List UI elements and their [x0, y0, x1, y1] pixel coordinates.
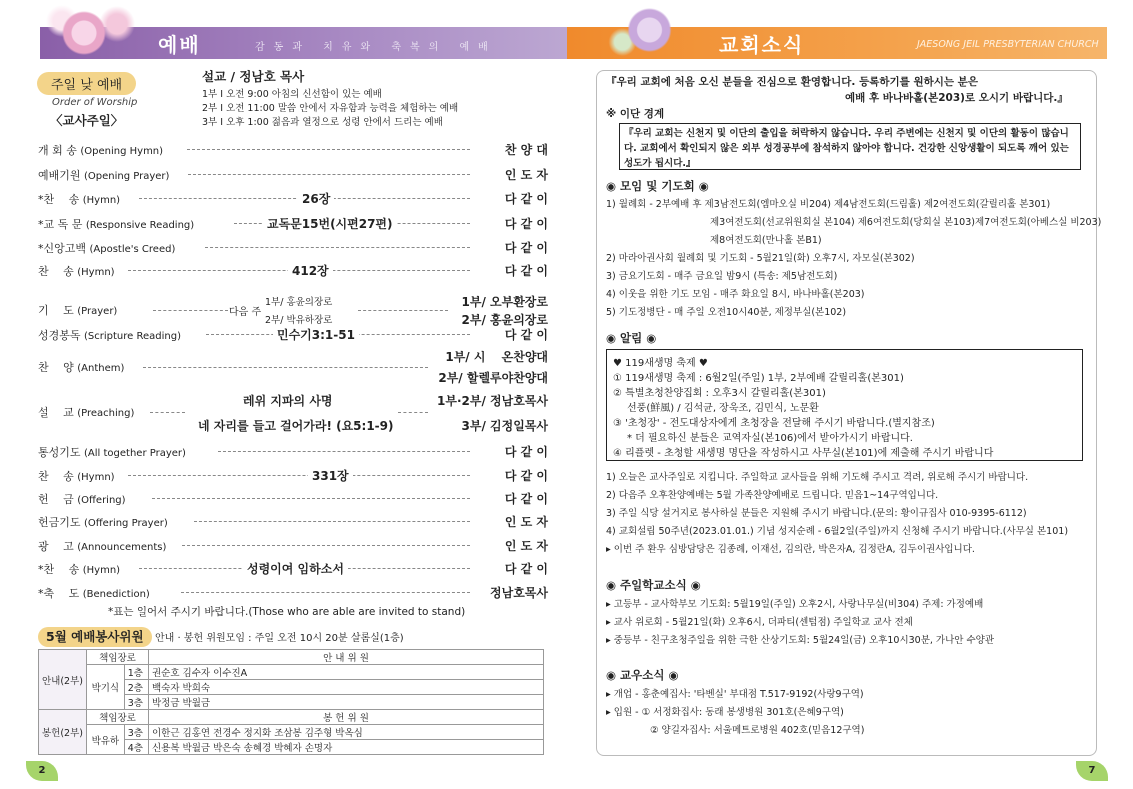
row-leader: 인 도 자 [504, 168, 548, 182]
list-item: 1) 월례회 - 2부예배 후 제3남전도회(엠마오실 비204) 제4남전도회(드림홀) 제2여전도회(갈릴리홀 본301) [606, 199, 1051, 210]
row-leader: 다 같 이 [504, 562, 548, 576]
section-title: 교회소식 [719, 33, 805, 57]
section-meetings: ◉ 모임 및 기도회 ◉ [606, 179, 709, 193]
list-item: ▸ 교사 위로회 - 5월21일(화) 오후6시, 더파티(센텀점) 주일학교 교사 전체 [606, 617, 913, 628]
warning-text: 『우리 교회는 신천지 및 이단의 출입을 허락하지 않습니다. 우리 주변에는 신천지 및 이단의 활동이 많습니다. 교회에서 확인되지 않은 외부 성경공부에 참석하지 않아야 합니다. 건강한 신앙생활이 되도록 깨어 있는 성도가 됩시다.』 [624, 128, 1069, 169]
row-value: 331장 [308, 467, 353, 484]
volunteers-table [38, 649, 544, 755]
row-label: *찬 송 (Hymn) [38, 563, 121, 576]
next-week-label: 다음 주 [229, 307, 262, 318]
church-name: JAESONG JEIL PRESBYTERIAN CHURCH [917, 39, 1099, 50]
order-row [38, 239, 548, 257]
anthem-row [38, 348, 548, 384]
floor-cell: 3층 [124, 725, 148, 740]
anthem-2: 2부/ 할렐루야찬양대 [438, 371, 548, 385]
row-leader: 다 같 이 [504, 264, 548, 278]
row-label: 성경봉독 (Scripture Reading) [38, 329, 181, 342]
order-row [38, 560, 548, 578]
order-row [38, 490, 548, 508]
row-label: 예배기원 (Opening Prayer) [38, 169, 170, 182]
order-row [38, 443, 548, 461]
anthem-1: 1부/ 시 온찬양대 [445, 350, 548, 364]
group-cell: 안내(2부) [39, 650, 87, 710]
next-prayer-2: 2부/ 박유하장로 [265, 315, 333, 326]
row-leader: 다 같 이 [504, 217, 548, 231]
day-name: 〈교사주일〉 [50, 113, 124, 128]
list-item: 4) 교회설립 50주년(2023.01.01.) 기념 성지순례 - 6월2일(주일)까지 신청해 주시기 바랍니다.(사무실 본101) [606, 526, 1069, 537]
list-item: 4) 이웃을 위한 기도 모임 - 매주 화요일 8시, 바나바홀(본203) [606, 289, 865, 300]
row-label: *찬 송 (Hymn) [38, 193, 121, 206]
row-label: 찬 양 (Anthem) [38, 361, 125, 374]
row-label: 찬 송 (Hymn) [38, 470, 115, 483]
list-item: ▸ 중등부 - 친구초청주일을 위한 극한 산상기도회: 5월24일(금) 오후10시30분, 가나안 수양관 [606, 635, 995, 646]
row-value: 412장 [288, 262, 333, 279]
elder-cell: 박유하 [87, 725, 125, 755]
row-leader: 다 같 이 [504, 445, 548, 459]
order-row [38, 584, 548, 602]
list-item: 제8여전도회(만나홀 본B1) [710, 235, 822, 246]
row-value: 성령이여 임하소서 [243, 560, 348, 577]
leader-line [205, 247, 470, 248]
list-item: ▸ 이번 주 환우 심방담당은 김종례, 이재선, 김의란, 박은자A, 김정란A, 김두이권사입니다. [606, 544, 975, 555]
leader-line [143, 367, 428, 368]
sermon-title-1: 레위 지파의 사명 [243, 394, 333, 408]
order-row [38, 537, 548, 555]
order-row [38, 326, 548, 344]
row-value: 민수기3:1-51 [273, 326, 359, 343]
row-label: 설 교 (Preaching) [38, 406, 135, 419]
service-line: 3부 Ι 오후 1:00 젊음과 열정으로 성령 안에서 드리는 예배 [202, 117, 443, 128]
row-value: 26장 [298, 190, 334, 207]
welcome-line-2: 예배 후 바나바홀(본203)로 오시기 바랍니다.』 [845, 92, 1068, 104]
flower-decoration-icon [40, 0, 150, 60]
section-notice: ◉ 알림 ◉ [606, 331, 657, 345]
row-label: *축 도 (Benediction) [38, 587, 150, 600]
list-item: ▸ 고등부 - 교사학부모 기도회: 5월19일(주일) 오후2시, 사랑나무실(비304) 주제: 가정예배 [606, 599, 984, 610]
row-label: 찬 송 (Hymn) [38, 265, 115, 278]
leader-line [398, 412, 428, 413]
preacher-2: 3부/ 김정일목사 [461, 419, 548, 433]
floor-cell: 1층 [124, 665, 148, 680]
row-label: 개 회 송 (Opening Hymn) [38, 144, 164, 157]
leader-line [150, 412, 185, 413]
preacher: 설교 / 정남호 목사 [202, 69, 305, 84]
section-members: ◉ 교우소식 ◉ [606, 668, 679, 682]
list-item: 제3여전도회(선교위원회실 본104) 제6여전도회(당회실 본103)제7여전도회(아베스실 비203) [710, 217, 1102, 228]
names-cell: 이한근 김홍연 전경수 정지화 조삼봉 김주형 박옥심 [149, 725, 544, 740]
notice-line: ④ 리플렛 - 초청할 새생명 명단을 작성하시고 사무실(본101)에 제출해 주시기 바랍니다 [613, 448, 994, 459]
names-cell: 권순호 김수자 이수진A [149, 665, 544, 680]
offer-head: 봉 헌 위 원 [149, 710, 544, 725]
notice-line: ♥ 119새생명 축제 ♥ [613, 358, 708, 369]
leader-line [188, 174, 470, 175]
row-leader: 다 같 이 [504, 241, 548, 255]
section-title: 예배 [158, 33, 201, 57]
leader-line [181, 592, 470, 593]
page-number-right: 7 [1076, 761, 1108, 781]
sermon-title-2: 네 자리를 들고 걸어가라! (요5:1-9) [198, 419, 394, 433]
list-item: 5) 기도정병단 - 매 주일 오전10시40분, 제정부실(본102) [606, 307, 847, 318]
floor-cell: 4층 [124, 740, 148, 755]
row-label: *신앙고백 (Apostle's Creed) [38, 242, 176, 255]
row-label: 헌 금 (Offering) [38, 493, 126, 506]
service-line: 2부 Ι 오전 11:00 말씀 안에서 자유함과 능력을 체험하는 예배 [202, 103, 459, 114]
row-leader: 다 같 이 [504, 192, 548, 206]
row-leader: 인 도 자 [504, 539, 548, 553]
row-label: *교 독 문 (Responsive Reading) [38, 218, 195, 231]
row-label: 광 고 (Announcements) [38, 540, 167, 553]
worship-pill: 주일 낮 예배 [37, 72, 136, 95]
notice-line: ③ '초청장' - 전도대상자에게 초청장을 전달해 주시기 바랍니다.(별지참조) [613, 418, 935, 429]
page-number-left: 2 [26, 761, 58, 781]
order-row [38, 513, 548, 531]
leader-line [153, 310, 228, 311]
names-cell: 박정금 박월금 [149, 695, 544, 710]
order-row [38, 467, 548, 485]
floor-cell: 3층 [124, 695, 148, 710]
preacher-1: 1부·2부/ 정남호목사 [437, 394, 548, 408]
row-leader: 다 같 이 [504, 328, 548, 342]
elder-cell: 박기식 [87, 665, 125, 710]
warning-box [619, 123, 1081, 170]
prayer-2: 2부/ 홍윤의장로 [461, 313, 548, 327]
elder-head: 책임장로 [87, 650, 149, 665]
order-row [38, 215, 548, 233]
row-leader: 정남호목사 [490, 586, 548, 600]
notice-line: * 더 필요하신 분들은 교역자실(본106)에서 받아가시기 바랍니다. [627, 433, 913, 444]
leader-line [194, 521, 470, 522]
elder-head: 책임장로 [87, 710, 149, 725]
order-row [38, 166, 548, 184]
welcome-line-1: 『우리 교회에 처음 오신 분들을 진심으로 환영합니다. 등록하기를 원하시는 분은 [606, 76, 978, 88]
warning-title: ※ 이단 경계 [606, 108, 665, 120]
group-cell: 봉헌(2부) [39, 710, 87, 755]
volunteers-title: 5월 예배봉사위원 [38, 627, 152, 647]
order-row [38, 190, 548, 208]
sermon-row [38, 390, 548, 433]
volunteers-subtitle: 안내 · 봉헌 위원모임 : 주일 오전 10시 20분 살롬실(1층) [155, 633, 404, 644]
names-cell: 백숙자 박희숙 [149, 680, 544, 695]
list-item: 3) 주일 식당 설거지로 봉사하실 분들은 지원해 주시기 바랍니다.(문의: 황이규집사 010-9395-6112) [606, 508, 1027, 519]
row-leader: 찬 양 대 [504, 143, 548, 157]
row-leader: 다 같 이 [504, 492, 548, 506]
leader-line [152, 498, 470, 499]
list-item: ② 양길자집사: 서울메트로병원 402호(믿음12구역) [650, 725, 865, 736]
row-label: 기 도 (Prayer) [38, 304, 118, 317]
list-item: ▸ 개업 - 홍춘예집사: '타벤실' 부대점 T.517-9192(사랑9구역) [606, 689, 864, 700]
order-row [38, 262, 548, 280]
floor-cell: 2층 [124, 680, 148, 695]
leader-line [182, 545, 470, 546]
list-item: 1) 오늘은 교사주일로 지킵니다. 주일학교 교사들을 위해 기도해 주시고 격려, 위로해 주시기 바랍니다. [606, 472, 1029, 483]
service-line: 1부 Ι 오전 9:00 아침의 신선함이 있는 예배 [202, 89, 382, 100]
row-value: 교독문15번(시편27편) [263, 215, 397, 232]
row-label: 헌금기도 (Offering Prayer) [38, 516, 168, 529]
leader-line [358, 310, 448, 311]
prayer-1: 1부/ 오부환장로 [461, 295, 548, 309]
notice-line: ② 특별초청찬양집회 : 오후3시 갈릴리홀(본301) [613, 388, 826, 399]
list-item: ▸ 입원 - ① 서정화집사: 동래 봉생병원 301호(은혜9구역) [606, 707, 844, 718]
notice-line: ① 119새생명 축제 : 6월2일(주일) 1부, 2부예배 갈릴리홀(본301) [613, 373, 904, 384]
leader-line [128, 475, 470, 476]
leader-line [187, 149, 470, 150]
guide-head: 안 내 위 원 [149, 650, 544, 665]
list-item: 2) 마라아권사회 월례회 및 기도회 - 5월21일(화) 오후7시, 자모실(본302) [606, 253, 915, 264]
leader-line [218, 451, 470, 452]
section-school: ◉ 주일학교소식 ◉ [606, 578, 701, 592]
list-item: 2) 다음주 오후찬양예배는 5월 가족찬양예배로 드립니다. 믿음1~14구역입니다. [606, 490, 939, 501]
list-item: 3) 금요기도회 - 매주 금요일 밤9시 (특송: 제5남전도회) [606, 271, 838, 282]
section-subtitle: 감동과 치유와 축복의 예배 [255, 42, 497, 53]
standing-footnote: *표는 일어서 주시기 바랍니다.(Those who are able are invited to stand) [108, 606, 466, 618]
order-row [38, 141, 548, 159]
notice-box [606, 349, 1083, 461]
row-label: 통성기도 (All together Prayer) [38, 446, 186, 459]
prayer-row [38, 293, 548, 327]
names-cell: 신용복 박월금 박은숙 송혜경 박혜자 손명자 [149, 740, 544, 755]
order-of-worship: Order of Worship [52, 97, 138, 108]
notice-line: 선풍(鮮風) / 김석균, 장욱조, 김민식, 노문환 [627, 403, 819, 414]
row-leader: 인 도 자 [504, 515, 548, 529]
next-prayer-1: 1부/ 홍윤의장로 [265, 297, 333, 308]
row-leader: 다 같 이 [504, 469, 548, 483]
flower-decoration-icon [600, 0, 690, 60]
